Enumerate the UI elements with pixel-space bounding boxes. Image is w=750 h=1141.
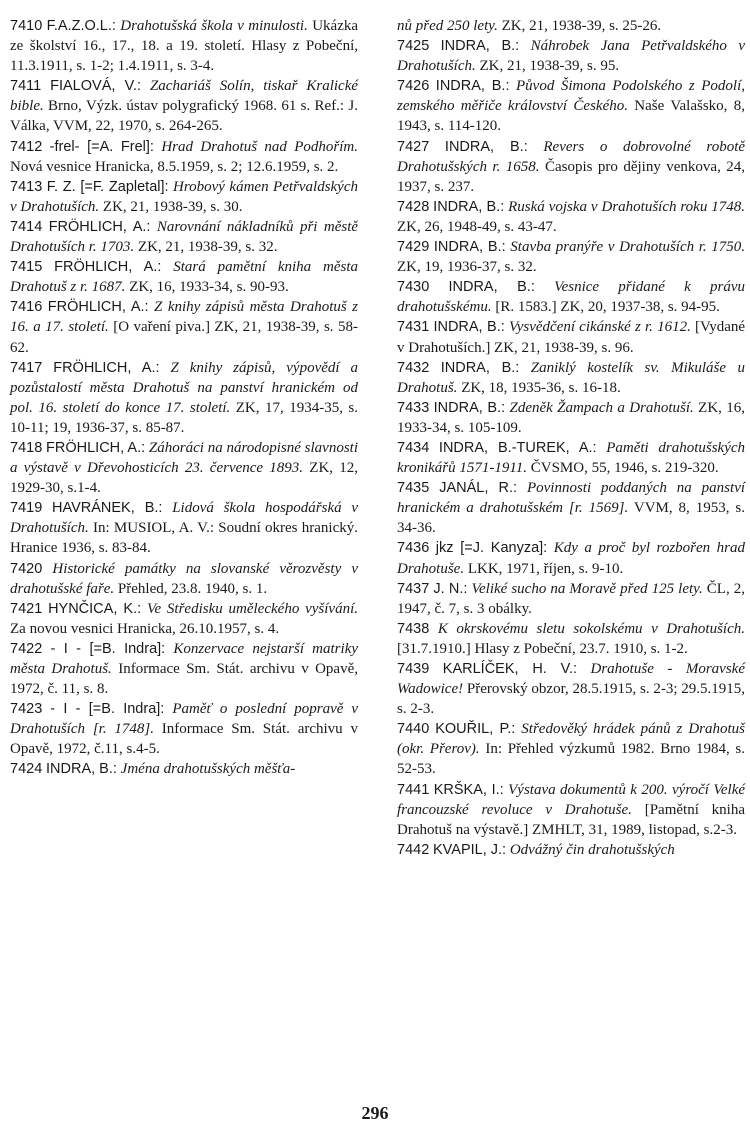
bibliography-entry xyxy=(397,659,745,719)
bibliography-entry xyxy=(10,699,358,759)
entry-details: Naše Valašsko, 8, 1943, s. 114-120. xyxy=(397,98,745,135)
entry-author: F. Z. [=F. Zapletal]: xyxy=(46,178,169,195)
entry-title: Hrobový kámen Petřvaldských v Drahotuších. xyxy=(10,178,359,215)
bibliography-entry xyxy=(10,137,358,177)
entry-number: 7428 xyxy=(397,198,430,215)
entry-author: - I - [=B. Indra]: xyxy=(50,701,165,718)
bibliography-entry xyxy=(397,478,745,538)
entry-title: Hrad Drahotuš nad Podhořím. xyxy=(161,138,359,155)
entry-author: INDRA, B.: xyxy=(440,359,520,376)
entry-number: 7429 xyxy=(397,239,430,256)
entry-details: ZK, 16, 1933-34, s. 105-109. xyxy=(397,399,746,436)
entry-details: ZK, 21, 1938-39, s. 95. xyxy=(475,58,620,75)
entry-details: Časopis pro dějiny venkova, 24, 1937, s. 237. xyxy=(397,158,745,195)
entry-author: INDRA, B.: xyxy=(444,138,528,155)
entry-title: Jména drahotušských měšťa- xyxy=(120,761,296,778)
entry-author: HYNČICA, K.: xyxy=(48,600,142,617)
entry-title: Náhrobek Jana Petřvaldského v Drahotuších. xyxy=(397,38,745,75)
entry-number: 7424 xyxy=(10,761,43,778)
entry-details: In: Přehled výzkumů 1982. Brno 1984, s. 52-53. xyxy=(397,741,745,778)
entry-number: 7431 xyxy=(397,319,430,336)
entry-details: ZK, 19, 1936-37, s. 32. xyxy=(397,259,537,276)
bibliography-entry xyxy=(397,780,745,840)
entry-number: 7414 xyxy=(10,218,43,235)
entry-number: 7426 xyxy=(397,78,430,95)
entry-details: Nová vesnice Hranicka, 8.5.1959, s. 2; 12.6.1959, s. 2. xyxy=(10,158,339,175)
entry-details: VVM, 8, 1953, s. 34-36. xyxy=(397,500,745,537)
entry-details: ZK, 26, 1948-49, s. 43-47. xyxy=(397,218,557,235)
entry-title: Konzervace nejstarší matriky města Drahotuš. xyxy=(10,640,359,677)
bibliography-entry xyxy=(397,137,745,197)
bibliography-entry xyxy=(397,398,745,438)
entry-title: nů před 250 lety. xyxy=(397,18,498,34)
entry-details: Brno, Výzk. ústav polygrafický 1968. 61 s. Ref.: J. Válka, VVM, 22, 1970, s. 264-265. xyxy=(10,98,358,135)
entry-title: Ruská vojska v Drahotuších roku 1748. xyxy=(508,198,745,215)
entry-number: 7438 xyxy=(397,620,430,637)
bibliography-entry xyxy=(10,759,358,779)
entry-title: Povinnosti poddaných na panství hranickém a drahotušském [r. 1569]. xyxy=(397,480,746,517)
entry-author: INDRA, B.: xyxy=(433,399,506,416)
bibliography-entry xyxy=(10,257,358,297)
entry-details: [O vaření piva.] ZK, 21, 1938-39, s. 58-62. xyxy=(10,319,358,356)
entry-title: Kdy a proč byl rozbořen hrad Drahotuše. xyxy=(397,540,745,577)
bibliography-entry xyxy=(397,579,745,619)
entry-author: -frel- [=A. Frel]: xyxy=(49,138,154,155)
entry-title: Vesnice přidané k právu drahotušskému. xyxy=(397,279,746,316)
entry-title: Stará pamětní kniha města Drahotuš z r. 1687. xyxy=(10,259,359,296)
entry-details: ZK, 12, 1929-30, s.1-4. xyxy=(10,460,359,497)
bibliography-entry xyxy=(10,76,358,136)
bibliography-entry xyxy=(397,719,745,779)
entry-title: Lidová škola hospodářská v Drahotuších. xyxy=(10,500,359,537)
entry-details: [Vydané v Drahotuších.] ZK, 21, 1938-39, s. 96. xyxy=(397,319,746,356)
entry-title: Paměti drahotušských kronikářů 1571-1911. xyxy=(397,439,746,477)
bibliography-entry xyxy=(397,76,745,136)
bibliography-entry xyxy=(397,619,745,659)
entry-details: [R. 1583.] ZK, 20, 1937-38, s. 94-95. xyxy=(491,299,720,316)
entry-title: Původ Šimona Podolského z Podolí, zemského měřiče království Českého. xyxy=(397,78,746,115)
entry-title: Paměť o poslední popravě v Drahotuších [r. 1748]. xyxy=(10,701,359,738)
entry-details: [Pamětní kniha Drahotuš na výstavě.] ZMHLT, 31, 1989, listopad, s.2-3. xyxy=(397,801,745,838)
bibliography-entry xyxy=(397,438,745,478)
entry-number: 7442 xyxy=(397,841,430,858)
bibliography-entry xyxy=(10,217,358,257)
entry-author: jkz [=J. Kanyza]: xyxy=(435,540,548,557)
entry-details: Přerovský obzor, 28.5.1915, s. 2-3; 29.5.1915, s. 2-3. xyxy=(397,681,745,718)
entry-author: INDRA, B.: xyxy=(46,761,117,778)
entry-number: 7430 xyxy=(397,279,430,296)
entry-title: Odvážný čin drahotušských xyxy=(509,841,675,858)
entry-author: KOUŘIL, P.: xyxy=(435,721,516,738)
entry-author: FRÖHLICH, A.: xyxy=(54,259,162,276)
bibliography-entry xyxy=(10,438,358,498)
entry-title: Středověký hrádek pánů z Drahotuš (okr. Přerov). xyxy=(397,721,746,758)
entry-number: 7440 xyxy=(397,721,430,738)
entry-number: 7432 xyxy=(397,359,430,376)
entry-title: Historické památky na slovanské věrozvěsty v drahotušské faře. xyxy=(10,560,358,597)
entry-number: 7434 xyxy=(397,439,430,456)
entry-number: 7441 xyxy=(397,781,430,798)
entry-title: Narovnání nákladníků při městě Drahotuších r. 1703. xyxy=(10,218,359,256)
entry-details: [31.7.1910.] Hlasy z Pobeční, 23.7. 1910, s. 1-2. xyxy=(397,640,688,657)
entry-details: LKK, 1971, říjen, s. 9-10. xyxy=(464,560,624,577)
entry-title: Zdeněk Žampach a Drahotuší. xyxy=(509,399,694,416)
entry-author: FRÖHLICH, A.: xyxy=(46,439,146,456)
bibliography-entry xyxy=(397,358,745,398)
entry-details: Informace Sm. Stát. archivu v Opavě, 1972, č. 11, s. 8. xyxy=(10,661,358,698)
entry-author: FRÖHLICH, A.: xyxy=(53,359,160,376)
left-column xyxy=(10,16,358,780)
page-number: 296 xyxy=(361,1103,389,1123)
bibliography-entry xyxy=(397,840,745,860)
entry-number: 7433 xyxy=(397,399,430,416)
entry-title: Revers o dobrovolné robotě Drahotušských r. 1658. xyxy=(397,138,746,175)
entry-title: Vysvědčení cikánské z r. 1612. xyxy=(508,319,691,336)
bibliography-entry xyxy=(397,277,745,317)
entry-number: 7437 xyxy=(397,580,430,597)
bibliography-entry xyxy=(10,639,358,699)
entry-author: INDRA, B.: xyxy=(448,279,535,296)
entry-author: FIALOVÁ, V.: xyxy=(50,78,142,95)
entry-number: 7415 xyxy=(10,259,43,276)
entry-author: F.A.Z.O.L.: xyxy=(46,18,116,34)
entry-number: 7418 xyxy=(10,439,43,456)
entry-title: Zaniklý kostelík sv. Mikuláše u Drahotuš. xyxy=(397,359,746,396)
entry-number: 7420 xyxy=(10,560,43,577)
bibliography-entry xyxy=(397,237,745,277)
bibliography-entry xyxy=(10,599,358,639)
entry-title: Stavba pranýře v Drahotuších r. 1750. xyxy=(510,239,746,256)
right-column xyxy=(397,16,745,860)
bibliography-entry xyxy=(10,358,358,438)
entry-author: FRÖHLICH, A.: xyxy=(47,299,149,316)
entry-details: Informace Sm. Stát. archivu v Opavě, 1972, č.11, s.4-5. xyxy=(10,721,358,758)
entry-title: Z knihy zápisů města Drahotuš z 16. a 17. století. xyxy=(10,299,358,336)
entry-author: J. N.: xyxy=(433,580,468,597)
entry-author: HAVRÁNEK, B.: xyxy=(52,500,163,517)
entry-author: KVAPIL, J.: xyxy=(433,841,507,858)
entry-author: KARLÍČEK, H. V.: xyxy=(442,661,577,677)
entry-details: ZK, 17, 1934-35, s. 10-11; 19, 1936-37, s. 85-87. xyxy=(10,399,358,436)
entry-title: Veliké sucho na Moravě před 125 lety. xyxy=(471,580,703,597)
entry-number: 7423 xyxy=(10,701,43,718)
entry-title: Z knihy zápisů, výpovědí a pozůstalostí města Drahotuš na panství hranickém od pol. 16. století do konce 17. století. xyxy=(10,359,359,416)
entry-number: 7422 xyxy=(10,640,43,657)
entry-title: Výstava dokumentů k 200. výročí Velké francouzské revoluce v Drahotuše. xyxy=(397,781,746,818)
entry-number: 7411 xyxy=(10,78,42,95)
entry-number: 7412 xyxy=(10,138,43,155)
entry-details: ČVSMO, 55, 1946, s. 219-320. xyxy=(526,460,719,477)
entry-title: Drahotušská škola v minulosti. xyxy=(120,18,308,34)
bibliography-entry xyxy=(10,498,358,558)
entry-author: FRÖHLICH, A.: xyxy=(48,218,151,235)
entry-details: Přehled, 23.8. 1940, s. 1. xyxy=(114,580,268,597)
bibliography-entry xyxy=(397,36,745,76)
entry-details: ZK, 18, 1935-36, s. 16-18. xyxy=(457,379,621,396)
entry-author: INDRA, B.: xyxy=(433,239,506,256)
entry-number: 7439 xyxy=(397,661,430,677)
entry-number: 7413 xyxy=(10,178,43,195)
entry-details: ZK, 21, 1938-39, s. 32. xyxy=(134,239,278,256)
bibliography-entry xyxy=(10,177,358,217)
entry-number: 7419 xyxy=(10,500,43,517)
entry-details: ZK, 21, 1938-39, s. 30. xyxy=(99,198,243,215)
entry-author: - I - [=B. Indra]: xyxy=(50,640,166,657)
entry-title: Ve Středisku uměleckého vyšívání. xyxy=(146,600,359,617)
entry-details: Za novou vesnici Hranicka, 26.10.1957, s. 4. xyxy=(10,620,280,637)
entry-author: JANÁL, R.: xyxy=(439,480,518,497)
bibliography-entry xyxy=(10,297,358,357)
entry-details: ČL, 2, 1947, č. 7, s. 3 obálky. xyxy=(397,580,746,617)
entry-author: INDRA, B.: xyxy=(433,198,505,215)
entry-number: 7427 xyxy=(397,138,430,155)
entry-number: 7425 xyxy=(397,38,430,55)
entry-author: KRŠKA, I.: xyxy=(433,781,504,798)
bibliography-entry xyxy=(397,16,745,36)
entry-title: Záhoráci na národopisné slavnosti a výstavě v Dřevohosticích 23. července 1893. xyxy=(10,439,358,477)
entry-details: Ukázka ze školství 16., 17., 18. a 19. století. Hlasy z Pobeční, 11.3.1911, s. 1-2; 1.4.1911, s. 3-4. xyxy=(10,18,359,75)
entry-author: INDRA, B.-TUREK, A.: xyxy=(438,439,597,456)
entry-title: Zachariáš Solín, tiskař Kralické bible. xyxy=(10,78,359,115)
bibliography-entry xyxy=(397,197,745,237)
entry-title: K okrskovému sletu sokolskému v Drahotuších. xyxy=(437,620,746,637)
entry-number: 7421 xyxy=(10,600,43,617)
entry-details: ZK, 21, 1938-39, s. 25-26. xyxy=(497,18,662,34)
entry-details: ZK, 16, 1933-34, s. 90-93. xyxy=(125,279,289,296)
entry-number: 7417 xyxy=(10,359,43,376)
bibliography-entry xyxy=(397,317,745,357)
entry-author: INDRA, B.: xyxy=(435,78,510,95)
entry-number: 7416 xyxy=(10,299,43,316)
entry-title: Drahotuše - Moravské Wadowice! xyxy=(397,661,745,698)
entry-number: 7435 xyxy=(397,480,430,497)
bibliography-entry xyxy=(10,16,358,76)
entry-author: INDRA, B.: xyxy=(440,38,520,55)
entry-number: 7410 xyxy=(10,18,43,34)
entry-number: 7436 xyxy=(397,540,430,557)
entry-details: In: MUSIOL, A. V.: Soudní okres hranický. Hranice 1936, s. 83-84. xyxy=(10,520,358,557)
entry-author: INDRA, B.: xyxy=(433,319,505,336)
bibliography-entry xyxy=(10,559,358,599)
bibliography-entry xyxy=(397,538,745,578)
